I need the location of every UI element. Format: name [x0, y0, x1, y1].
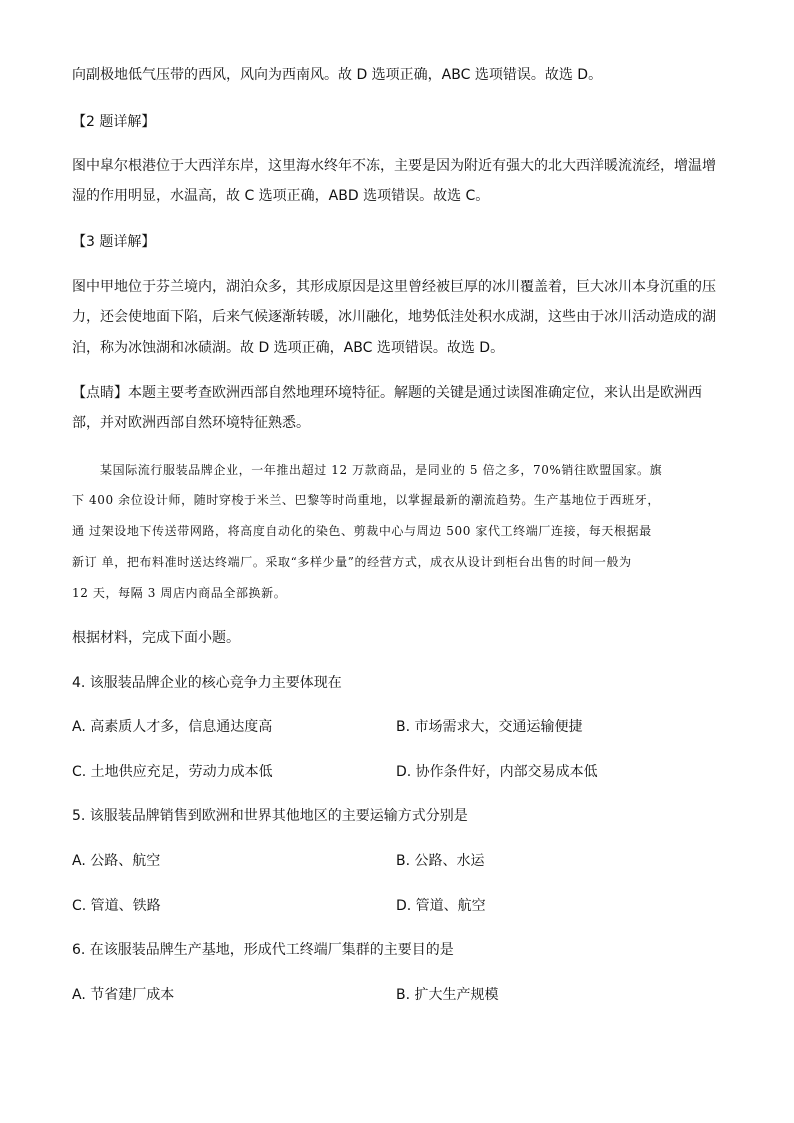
question-5-stem: 5. 该服装品牌销售到欧洲和世界其他地区的主要运输方式分别是: [72, 808, 468, 824]
question-5-option-c: C. 管道、铁路: [72, 898, 161, 914]
question-5-option-a: A. 公路、航空: [72, 853, 161, 869]
material-paragraph-line: 通 过架设地下传送带网路，将高度自动化的染色、剪裁中心与周边 500 家代工终端厂连接，每天根据最: [72, 524, 652, 538]
material-paragraph-line: 新订 单，把布料准时送达终端厂。采取“多样少量”的经营方式，成衣从设计到柜台出售的时间一般为: [72, 555, 632, 569]
q3-analysis-line: 泊，称为冰蚀湖和冰碛湖。故 D 选项正确，ABC 选项错误。故选 D。: [72, 340, 505, 356]
question-6-stem: 6. 在该服装品牌生产基地，形成代工终端厂集群的主要目的是: [72, 942, 454, 958]
question-6-option-a: A. 节省建厂成本: [72, 987, 175, 1003]
question-4-option-c: C. 土地供应充足，劳动力成本低: [72, 764, 273, 780]
q2-detail-header: 【2 题详解】: [72, 114, 156, 130]
question-4-option-b: B. 市场需求大，交通运输便捷: [396, 719, 583, 735]
key-point-comment: 部，并对欧洲西部自然环境特征熟悉。: [72, 415, 310, 431]
question-5-option-b: B. 公路、水运: [396, 853, 485, 869]
q2-analysis-line: 图中皐尔根港位于大西洋东岸，这里海水终年不冻，主要是因为附近有强大的北大西洋暖流流经，增温增: [72, 158, 716, 174]
question-6-option-b: B. 扩大生产规模: [396, 987, 499, 1003]
key-point-comment: 【点睛】本题主要考查欧洲西部自然地理环境特征。解题的关键是通过读图准确定位，来认出是欧洲西: [72, 385, 702, 401]
question-4-stem: 4. 该服装品牌企业的核心竞争力主要体现在: [72, 675, 342, 691]
question-4-option-d: D. 协作条件好，内部交易成本低: [396, 764, 598, 780]
material-instruction: 根据材料，完成下面小题。: [72, 630, 240, 646]
material-paragraph-line: 12 天，每隔 3 周店内商品全部换新。: [72, 586, 287, 600]
q3-detail-header: 【3 题详解】: [72, 234, 156, 250]
q2-analysis-line: 湿的作用明显，水温高，故 C 选项正确，ABD 选项错误。故选 C。: [72, 188, 490, 204]
material-paragraph-line: 下 400 余位设计师，随时穿梭于米兰、巴黎等时尚重地，以掌握最新的潮流趋势。生产基地位于西班牙，: [72, 493, 660, 507]
q1-analysis-tail: 向副极地低气压带的西风，风向为西南风。故 D 选项正确，ABC 选项错误。故选 D。: [72, 67, 603, 83]
question-4-option-a: A. 高素质人才多，信息通达度高: [72, 719, 273, 735]
material-paragraph-line: 某国际流行服装品牌企业，一年推出超过 12 万款商品，是同业的 5 倍之多，70%销往欧盟国家。旗: [100, 463, 663, 477]
q3-analysis-line: 力，还会使地面下陷，后来气候逐渐转暖，冰川融化，地势低洼处积水成湖，这些由于冰川活动造成的湖: [72, 309, 716, 325]
question-5-option-d: D. 管道、航空: [396, 898, 486, 914]
q3-analysis-line: 图中甲地位于芬兰境内，湖泊众多，其形成原因是这里曾经被巨厚的冰川覆盖着，巨大冰川本身沉重的压: [72, 279, 716, 295]
